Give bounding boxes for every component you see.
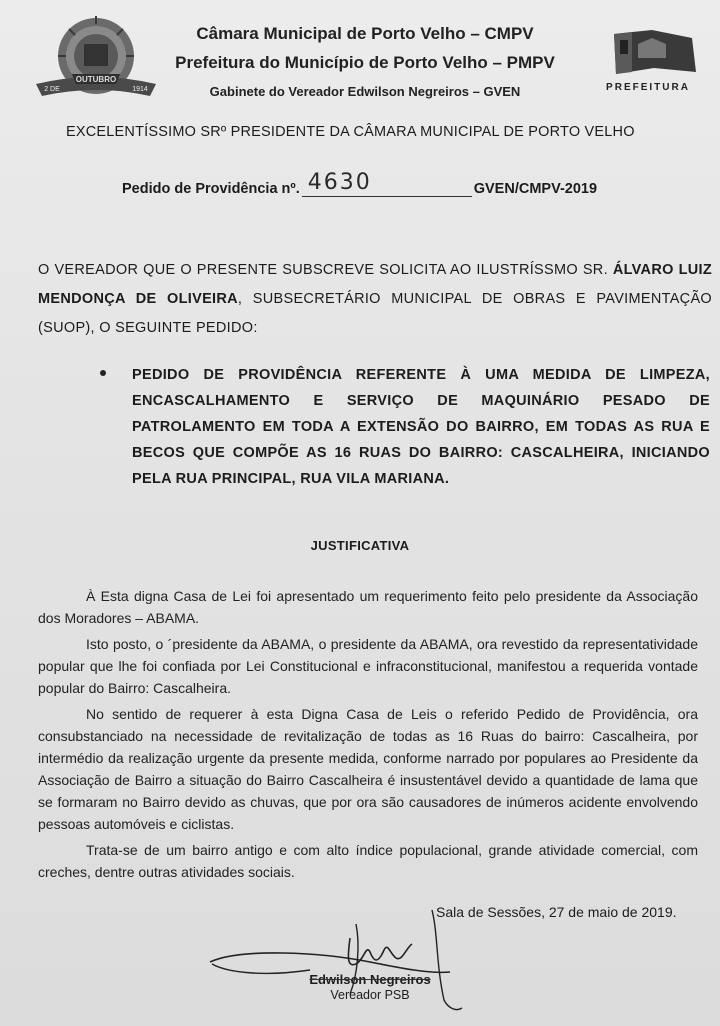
prefecture-logo [592,24,704,104]
request-number-line [122,170,642,197]
session-date: Sala de Sessões, 27 de maio de 2019. [436,904,677,920]
request-bullet [100,362,710,492]
prefecture-logo-text: PREFEITURA [606,82,690,93]
addressee-line: EXCELENTÍSSIMO SRº PRESIDENTE DA CÂMARA MUNICIPAL DE PORTO VELHO [66,124,635,140]
seal-year-text: 1914 [132,86,148,93]
header-prefecture-name: Prefeitura do Município de Porto Velho – PMPV [175,53,555,72]
bullet-icon [100,370,106,376]
justification-title: JUSTIFICATIVA [310,538,410,553]
request-prefix: Pedido de Providência nº. [122,181,300,197]
request-suffix: GVEN/CMPV-2019 [473,181,598,197]
intro-official-name: ÁLVARO LUIZ MENDONÇA DE OLIVEIRA [38,262,712,307]
justification-paragraph: No sentido de requerer à esta Digna Casa de Leis o referido Pedido de Providência, ora consubstanciado na necessidade de revitalização de todas as 16 Ruas do bairro: Cascalheira, por intermédio da realização urgente da presente medida, conforme narrado por populares ao Presidente da Associação de Bairro a situação do Bairro Cascalheira é insustentável devido a quantidade de lama que se formaram no Bairro devido as chuvas, que por ora são causadores de inúmeros acidente envolvendo pessoas automóveis e ciclistas. [38,706,698,832]
municipal-seal-logo [30,14,162,106]
justification-paragraph: À Esta digna Casa de Lei foi apresentado um requerimento feito pelo presidente da Associação dos Moradores – ABAMA. [38,588,698,626]
flag-icon [592,24,704,84]
justification-body [38,585,698,887]
request-number: 4630 [307,170,372,195]
justification-paragraph: Trata-se de um bairro antigo e com alto índice populacional, grande atividade comercial, com creches, dentre outras atividades sociais. [38,842,698,880]
header-chamber-name: Câmara Municipal de Porto Velho – CMPV [196,24,534,43]
request-bullet-text: PEDIDO DE PROVIDÊNCIA REFERENTE À UMA MEDIDA DE LIMPEZA, ENCASCALHAMENTO E SERVIÇO DE MAQUINÁRIO PESADO DE PATROLAMENTO EM TODA A EXTENSÃO DO BAIRRO, EM TODAS AS RUA E BECOS QUE COMPÕE AS 16 RUAS DO BAIRRO: CASCALHEIRA, INICIANDO PELA RUA PRINCIPAL, RUA VILA MARIANA. [132,367,710,487]
intro-after-name: , SUBSECRETÁRIO MUNICIPAL DE OBRAS E PAVIMENTAÇÃO (SUOP), O SEGUINTE PEDIDO: [38,291,712,336]
intro-before-name: O VEREADOR QUE O PRESENTE SUBSCREVE SOLICITA AO ILUSTRÍSSMO SR. [38,262,608,278]
intro-paragraph [38,256,712,343]
seal-day-text: 2 DE [44,86,60,93]
signer-name: Edwilson Negreiros [309,972,431,987]
header-office-name: Gabinete do Vereador Edwilson Negreiros – GVEN [209,84,521,99]
seal-ribbon-text: OUTUBRO [75,75,117,84]
signer-role: Vereador PSB [330,988,410,1002]
request-number-field [302,170,472,197]
justification-paragraph: Isto posto, o ´presidente da ABAMA, o presidente da ABAMA, ora revestido da representatividade popular que lhe foi confiada por Lei Constitucional e infraconstitucional, manifestou a requerida vontade popular do Bairro: Cascalheira. [38,636,698,696]
